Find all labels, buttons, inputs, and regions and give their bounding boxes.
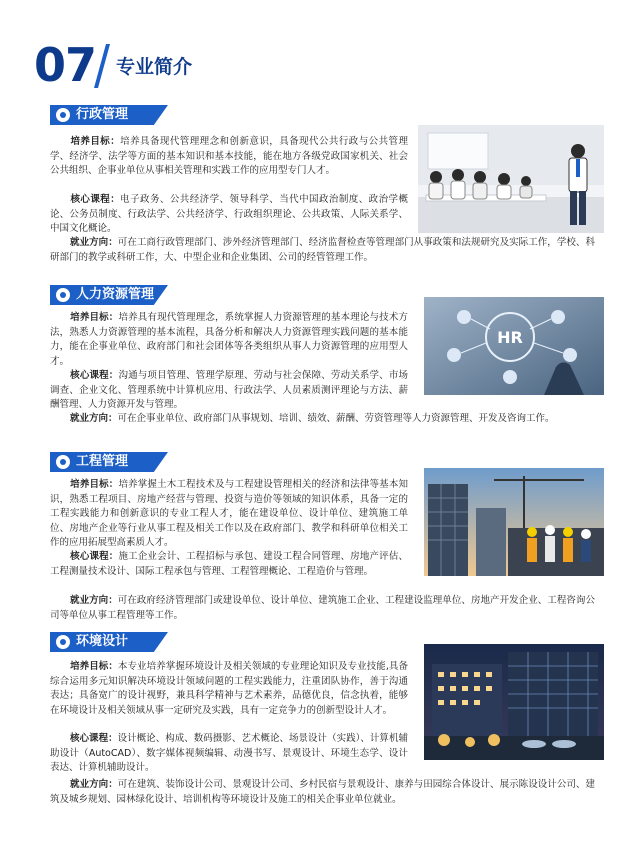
goal-text: 培养掌握土木工程技术及与工程建设管理相关的经济和法律等基本知识，熟悉工程项目、房地产经营与管理、投资与造价等领域的知识体系，具备一定的工程实践能力和创新意识的专业工程人才，能在建设单位、设计单位、建筑施工单位、房地产企业等行业从事工程及相关工作以及在政府部门、教学和科研单位相关工作的应用拓展型高素质人才。: [50, 479, 408, 548]
bullet-icon: [56, 108, 70, 122]
major-section-environmental-design: [50, 632, 606, 822]
goal-label: 培养目标：: [70, 479, 119, 490]
section-tag-label: 工程管理: [76, 454, 129, 469]
goal-text: 本专业培养掌握环境设计及相关领域的专业理论知识及专业技能,具备综合运用多元知识解决环境设计领域问题的工程实践能力，注重团队协作，善于沟通表达；具备宽广的设计视野，兼具科学精神与艺术素养，品德优良，信念执着，能够在环境设计及相关领域从事一定研究及实践，具有一定竞争力的创新型设计人才。: [50, 661, 408, 716]
job-paragraph: [50, 594, 595, 623]
course-paragraph: [50, 193, 408, 237]
section-tag-label: 环境设计: [76, 634, 129, 649]
goal-paragraph: [50, 311, 408, 369]
goal-text: 培养具备现代管理理念和创新意识，具备现代公共行政与公共管理学、经济学、法学等方面的基本知识和基本技能，能在地方各级党政国家机关、社会公共组织、企事业单位从事相关管理和实践工作的应用型专门人才。: [50, 136, 408, 176]
job-text: 可在建筑、装饰设计公司、景观设计公司、乡村民宿与景观设计、康养与田园综合体设计、展示陈设设计公司、建筑及城乡规划、园林绿化设计、培训机构等环境设计及施工的相关企事业单位就业。: [50, 779, 595, 805]
goal-paragraph: [50, 660, 408, 718]
course-text: 沟通与项目管理、管理学原理、劳动与社会保障、劳动关系学、市场调查、企业文化、管理系统中计算机应用、行政法学、人员素质测评理论与方法、薪酬管理、人力资源开发与管理。: [50, 370, 408, 410]
course-text: 施工企业会计、工程招标与承包、建设工程合同管理、房地产评估、工程测量技术设计、国际工程承包与管理、工程管理概论、工程造价与管理。: [50, 551, 408, 577]
job-label: 就业方向：: [70, 413, 118, 424]
goal-label: 培养目标：: [70, 661, 118, 672]
course-label: 核心课程：: [70, 733, 118, 744]
course-label: 核心课程：: [70, 194, 121, 205]
course-paragraph: [50, 550, 408, 579]
job-text: 可在企事业单位、政府部门从事规划、培训、绩效、薪酬、劳资管理等人力资源管理、开发及咨询工作。: [117, 413, 555, 424]
goal-text: 培养具有现代管理理念，系统掌握人力资源管理的基本理论与技术方法，熟悉人力资源管理的基本流程，具备分析和解决人力资源管理实践问题的基本能力，能在企事业单位、政府部门和社会团体等各类组织从事人力资源管理的应用型人才。: [50, 312, 408, 367]
job-paragraph: [50, 412, 595, 427]
course-label: 核心课程：: [70, 370, 119, 381]
section-tag-label: 行政管理: [76, 107, 129, 122]
section-number: 07: [34, 38, 97, 92]
goal-paragraph: [50, 135, 408, 179]
job-label: 就业方向：: [70, 779, 118, 790]
goal-paragraph: [50, 478, 408, 551]
bullet-icon: [56, 288, 70, 302]
hr-concept-photo: [424, 297, 604, 395]
course-text: 电子政务、公共经济学、领导科学、当代中国政治制度、政治学概论、公务员制度、行政法学、公共经济学、行政组织理论、公共政策、人际关系学、中国文化概论。: [50, 194, 408, 234]
course-paragraph: [50, 732, 408, 776]
job-paragraph: [50, 236, 595, 265]
slash-decoration: [94, 44, 110, 88]
section-tag: [50, 105, 606, 125]
bullet-icon: [56, 635, 70, 649]
job-label: 就业方向：: [70, 595, 118, 606]
night-architecture-photo: [424, 644, 604, 760]
job-text: 可在工商行政管理部门、涉外经济管理部门、经济监督检查等管理部门从事政策和法规研究及实际工作，学校、科研部门的教学或科研工作，大、中型企业和企业集团、公司的经管管理工作。: [50, 237, 595, 263]
course-paragraph: [50, 369, 408, 413]
classroom-photo: [418, 125, 604, 233]
goal-label: 培养目标：: [70, 312, 119, 323]
construction-site-photo: [424, 468, 604, 576]
job-text: 可在政府经济管理部门或建设单位、设计单位、建筑施工企业、工程建设监理单位、房地产开发企业、工程咨询公司等单位从事工程管理等工作。: [50, 595, 595, 621]
section-tag-label: 人力资源管理: [76, 287, 155, 302]
job-label: 就业方向：: [70, 237, 118, 248]
course-label: 核心课程：: [70, 551, 119, 562]
course-text: 设计概论、构成、数码摄影、艺术概论、场景设计（实践）、计算机辅助设计（AutoCAD）、数字媒体视频编辑、动漫书写、景观设计、环境生态学、设计表达、计算机辅助设计。: [50, 733, 408, 773]
goal-label: 培养目标：: [70, 136, 121, 147]
major-section-human-resources: [50, 285, 606, 445]
major-section-engineering-management: [50, 452, 606, 624]
page-title: 专业简介: [116, 56, 193, 78]
hr-image-text: HR: [497, 328, 523, 347]
job-paragraph: [50, 778, 595, 807]
bullet-icon: [56, 455, 70, 469]
major-section-public-administration: [50, 105, 606, 280]
